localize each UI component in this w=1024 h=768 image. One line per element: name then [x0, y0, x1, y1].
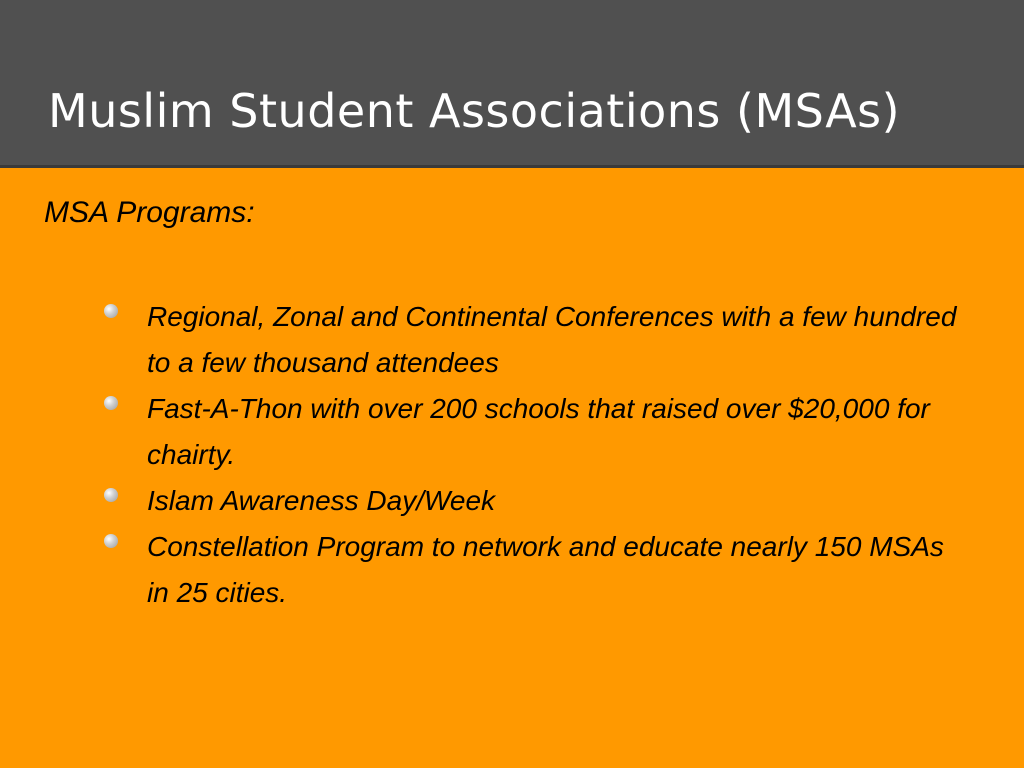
bullet-icon	[104, 534, 118, 548]
bullet-text: Constellation Program to network and educate nearly 150 MSAs in 25 cities.	[147, 531, 944, 608]
list-item	[0, 386, 1024, 478]
bullet-icon	[104, 304, 118, 318]
list-item	[0, 524, 1024, 616]
list-item	[0, 478, 1024, 524]
bullet-text: Fast-A-Thon with over 200 schools that raised over $20,000 for chairty.	[147, 393, 930, 470]
section-heading: MSA Programs:	[44, 196, 255, 229]
bullet-text: Islam Awareness Day/Week	[147, 485, 496, 516]
bullet-text: Regional, Zonal and Continental Conferences with a few hundred to a few thousand attendees	[147, 301, 957, 378]
slide-header	[0, 0, 1024, 168]
slide-title: Muslim Student Associations (MSAs)	[48, 84, 901, 138]
slide-content	[0, 170, 1024, 768]
list-item	[0, 294, 1024, 386]
bullet-icon	[104, 396, 118, 410]
bullet-icon	[104, 488, 118, 502]
bullet-list	[0, 294, 1024, 616]
